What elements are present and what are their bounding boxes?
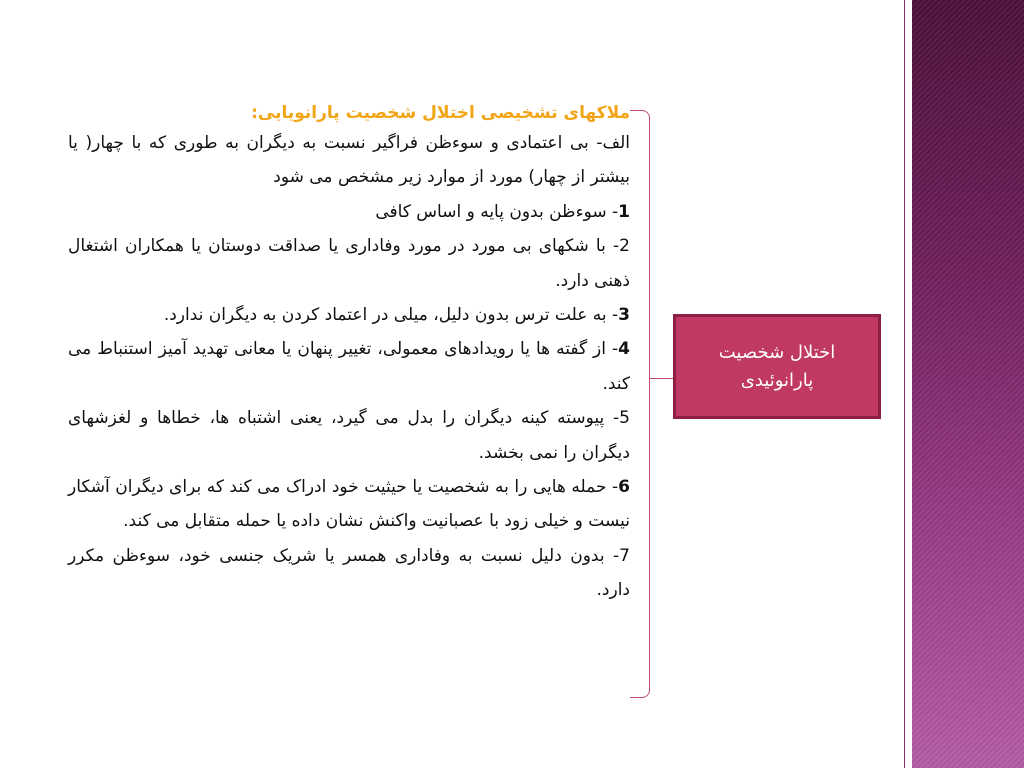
grouping-bracket — [630, 110, 650, 698]
item-text: - سوءظن بدون پایه و اساس کافی — [375, 201, 619, 222]
item-number: 1 — [618, 201, 630, 222]
item-number: 3 — [618, 305, 630, 326]
criteria-item-3 — [68, 298, 630, 332]
criteria-intro: الف- بی اعتمادی و سوءظن فراگیر نسبت به دیگران به طوری که با چهار( یا بیشتر از چهار) مورد از موارد زیر مشخص می شود — [68, 133, 630, 188]
item-number: 6 — [618, 477, 630, 498]
bracket-connector-line — [650, 378, 674, 379]
item-number: 5 — [619, 408, 630, 429]
disorder-label-box — [673, 314, 881, 419]
item-text: - از گفته ها یا رویدادهای معمولی، تغییر پنهان یا معانی تهدید آمیز استنباط می کند. — [68, 339, 630, 394]
item-text: - پیوسته کینه دیگران را بدل می گیرد، یعنی اشتباه ها، خطاها و لغزشهای دیگران را نمی بخشد. — [68, 408, 630, 463]
item-text: - به علت ترس بدون دلیل، میلی در اعتماد کردن به دیگران ندارد. — [163, 305, 619, 326]
criteria-item-1 — [68, 195, 630, 229]
item-number: 4 — [618, 339, 630, 360]
criteria-item-7 — [68, 539, 630, 608]
item-text: - با شکهای بی مورد در مورد وفاداری یا صداقت دوستان یا همکاران اشتغال ذهنی دارد. — [68, 236, 630, 291]
criteria-text-block — [68, 100, 630, 608]
side-strip-divider — [904, 0, 905, 768]
criteria-item-4 — [68, 332, 630, 401]
criteria-item-6 — [68, 470, 630, 539]
item-number: 7 — [619, 545, 630, 566]
item-text: - حمله هایی را به شخصیت یا حیثیت خود ادراک می کند که برای دیگران آشکار نیست و خیلی زود با عصبانیت واکنش نشان داده یا حمله متقابل می کند. — [68, 477, 630, 532]
decorative-side-strip — [912, 0, 1024, 768]
item-number: 2 — [619, 236, 630, 257]
criteria-item-2 — [68, 229, 630, 298]
item-text: - بدون دلیل نسبت به وفاداری همسر یا شریک جنسی خود، سوءظن مکرر دارد. — [68, 545, 630, 601]
disorder-label-text: اختلال شخصیت پارانوئیدی — [718, 341, 836, 391]
criteria-heading: ملاکهای تشخیصی اختلال شخصیت پارانویایی: — [251, 103, 630, 123]
criteria-item-5 — [68, 401, 630, 470]
